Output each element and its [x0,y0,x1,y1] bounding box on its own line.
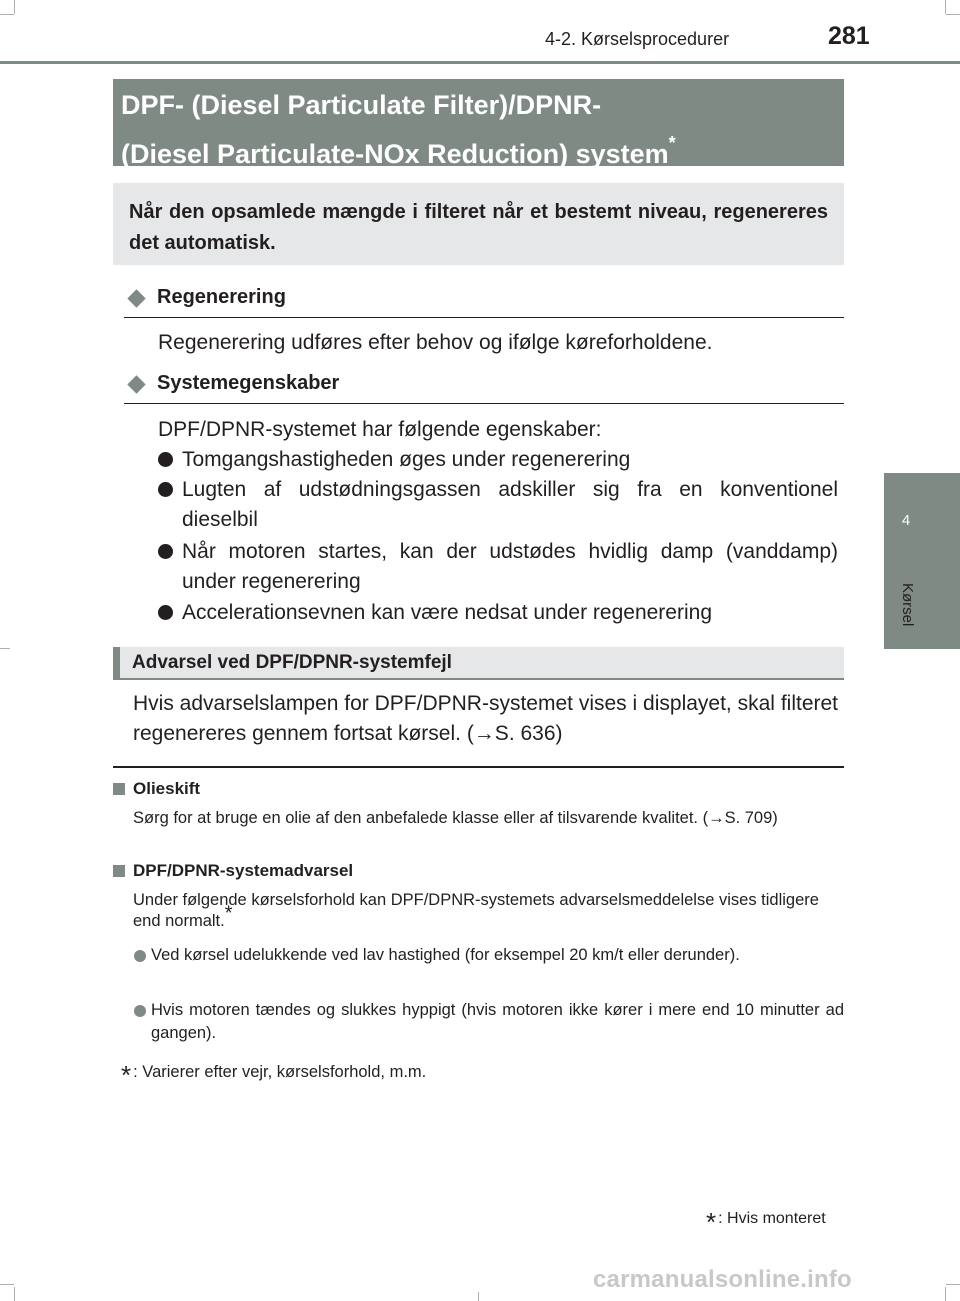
list-item [133,944,844,967]
subheading-systemegenskaber [124,370,844,404]
intro-text: Når den opsamlede mængde i filteret når et bestemt niveau, regenereres det automatisk. [129,201,828,254]
note-text-body: Under følgende kørselsforhold kan DPF/DPNR-systemets advarselsmeddelelse vises tidligere end normalt. [133,891,819,930]
title-line-1: DPF- (Diesel Particulate Filter)/DPNR- [121,90,602,120]
crop-mark [0,14,14,15]
subheading-label: Regenerering [157,286,286,308]
list-item-text: Når motoren startes, kan der udstødes hvidlig damp (vanddamp) under regenerering [182,540,838,593]
note-text [133,890,823,932]
list-item [158,475,838,535]
crop-mark [945,1287,946,1301]
title-line-2: (Diesel Particulate-NOx Reduction) system [121,139,669,169]
intro-box [113,183,844,265]
subheading-regenerering [124,284,844,318]
section-divider [113,766,844,768]
chapter-label-wrap [894,583,916,643]
chapter-label: Kørsel [899,583,916,627]
note-marker: * [224,902,233,925]
crop-mark [478,1292,479,1301]
warning-text: Hvis advarselslampen for DPF/DPNR-systemet vises i displayet, skal filteret regenereres gennem fortsat kørsel. (→S. 636) [133,692,838,745]
square-bullet-icon [113,783,125,795]
chapter-number: 4 [901,512,911,529]
page-title [113,79,844,169]
section-text: Regenerering udføres efter behov og ifølge køreforholdene. [158,331,713,354]
list-item [158,598,838,628]
list-item [133,999,844,1045]
crop-mark [946,14,960,15]
crop-mark [946,1284,960,1285]
crop-mark [945,0,946,14]
list-item-text: Ved kørsel udelukkende ved lav hastighed (for eksempel 20 km/t eller derunder). [151,946,740,964]
footnote-text: : Varierer efter vejr, kørselsforhold, m.m. [133,1063,427,1081]
list-item-text: Tomgangshastigheden øges under regenerering [182,448,631,471]
page-number: 281 [828,22,870,50]
crop-mark [0,648,10,649]
watermark: carmanualsonline.info [593,1266,852,1293]
installed-marker: * [706,1207,717,1237]
list-item [158,445,838,475]
note-heading-systemadvarsel [113,861,353,881]
warning-heading-box [113,647,844,680]
list-item-text: Lugten af udstødningsgassen adskiller sig fra en konventionel dieselbil [182,478,838,531]
footnote [121,1053,427,1090]
square-bullet-icon [113,865,125,877]
diamond-icon [127,289,145,307]
section-text: DPF/DPNR-systemet har følgende egenskaber: [158,418,602,441]
note-heading-label: DPF/DPNR-systemadvarsel [133,861,354,880]
note-heading-label: Olieskift [133,779,201,798]
crop-mark [0,1284,14,1285]
bullet-icon [134,950,146,962]
installed-text: : Hvis monteret [718,1210,826,1227]
section-header: 4-2. Kørselsprocedurer [545,29,730,49]
note-heading-olieskift [113,779,200,799]
header-rule [0,61,960,64]
crop-mark [14,0,15,14]
installed-note [706,1199,826,1237]
warning-heading: Advarsel ved DPF/DPNR-systemfejl [132,652,452,673]
footnote-marker: * [121,1060,132,1090]
list-item-text: Hvis motoren tændes og slukkes hyppigt (hvis motoren ikke kører i mere end 10 minutter ad gangen). [151,1001,844,1042]
list-item-text: Accelerationsevnen kan være nedsat under regenerering [182,601,712,624]
list-item [158,537,838,597]
bullet-icon [158,605,173,620]
bullet-icon [158,544,173,559]
subheading-label: Systemegenskaber [157,372,340,394]
diamond-icon [127,375,145,393]
note-text: Sørg for at bruge en olie af den anbefalede klasse eller af tilsvarende kvalitet. (→S. 709) [133,809,778,827]
bullet-icon [158,452,173,467]
bullet-icon [158,482,173,497]
title-marker: * [668,133,676,153]
bullet-icon [134,1005,146,1017]
crop-mark [14,1287,15,1301]
